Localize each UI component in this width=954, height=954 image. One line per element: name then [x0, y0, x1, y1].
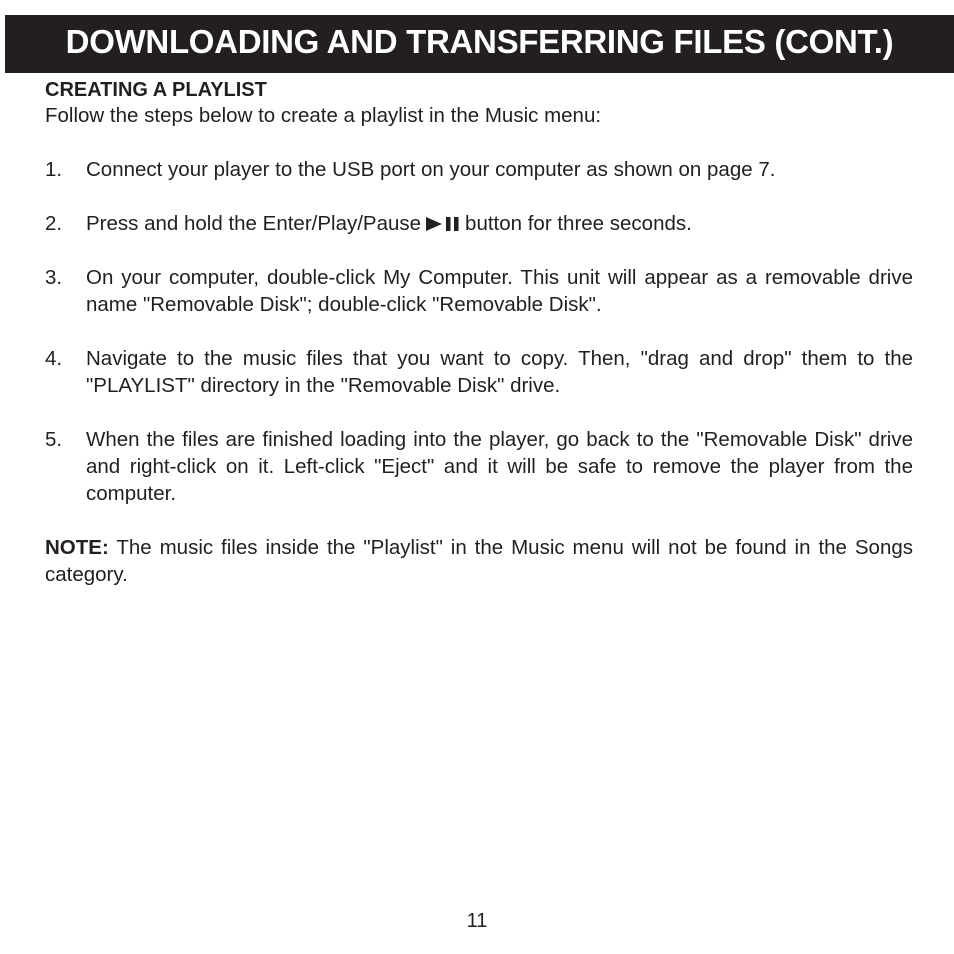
step-text: [86, 210, 913, 237]
content: [45, 78, 913, 588]
step-text: On your computer, double-click My Computer. This unit will appear as a removable drive name "Removable Disk"; double-click "Removable Disk".: [86, 266, 913, 316]
steps-list: [45, 156, 913, 507]
step-text: When the files are finished loading into the player, go back to the "Removable Disk" drive and right-click on it. Left-click "Eject" and it will be safe to remove the player from the computer.: [86, 428, 913, 505]
note-label: NOTE:: [45, 536, 109, 559]
step-text: Connect your player to the USB port on your computer as shown on page 7.: [86, 158, 776, 181]
step-number: 2.: [45, 212, 63, 235]
page-number: 11: [466, 910, 488, 932]
section-title: CREATING A PLAYLIST: [45, 79, 267, 101]
step-5: [45, 426, 913, 507]
note: [45, 534, 913, 588]
note-text: The music files inside the "Playlist" in the Music menu will not be found in the Songs category.: [45, 536, 913, 586]
step-number: 3.: [45, 266, 63, 289]
step-text-before-icon: Press and hold the Enter/Play/Pause: [86, 212, 422, 235]
step-number: 1.: [45, 158, 63, 181]
header-bar: [5, 15, 954, 73]
step-2: [45, 210, 913, 237]
step-number: 4.: [45, 347, 63, 370]
step-1: [45, 156, 913, 183]
step-4: [45, 345, 913, 399]
step-text-after-icon: button for three seconds.: [465, 212, 692, 235]
step-3: [45, 264, 913, 318]
step-number: 5.: [45, 428, 63, 451]
section-intro: Follow the steps below to create a playlist in the Music menu:: [45, 104, 602, 127]
play-pause-icon: [425, 216, 461, 232]
page-title: DOWNLOADING AND TRANSFERRING FILES (CONT.): [65, 23, 894, 60]
step-text: Navigate to the music files that you want to copy. Then, "drag and drop" them to the "PLAYLIST" directory in the "Removable Disk" drive.: [86, 347, 913, 397]
